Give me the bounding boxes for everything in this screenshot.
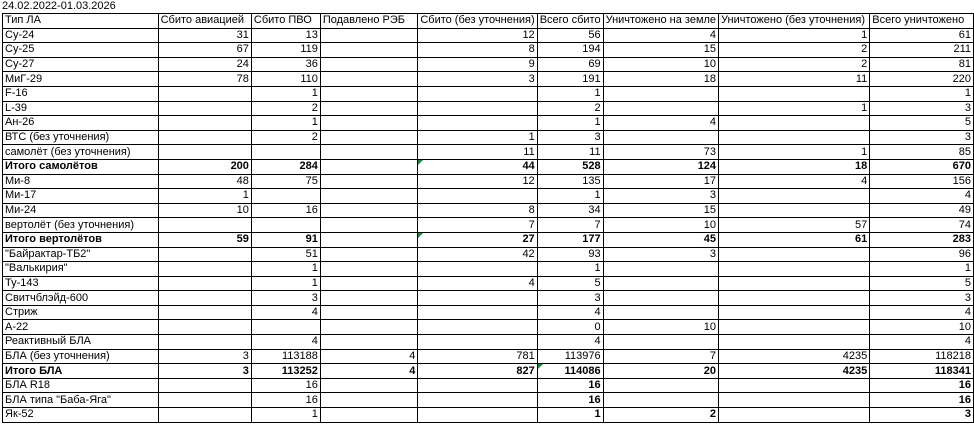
cell-total-shot: 1	[537, 408, 603, 423]
row-label: Ан-26	[3, 116, 159, 131]
table-row	[3, 378, 974, 393]
cell-shot-unspecified: 1	[418, 130, 537, 145]
cell-total-shot: 2	[537, 101, 603, 116]
cell-destroyed-on-ground	[603, 276, 718, 291]
cell-shot-by-air-defense: 1	[251, 408, 320, 423]
cell-shot-by-aviation	[158, 393, 251, 408]
cell-shot-unspecified: 44	[418, 159, 537, 174]
row-label: Ми-24	[3, 203, 159, 218]
cell-shot-by-aviation: 31	[158, 28, 251, 43]
cell-total-destroyed: 74	[870, 218, 974, 233]
cell-destroyed-unspecified	[719, 320, 870, 335]
cell-shot-by-air-defense: 4	[251, 305, 320, 320]
cell-shot-by-air-defense: 1	[251, 116, 320, 131]
cell-shot-by-air-defense: 119	[251, 43, 320, 58]
table-row	[3, 291, 974, 306]
cell-shot-by-aviation: 3	[158, 364, 251, 379]
cell-shot-unspecified: 7	[418, 218, 537, 233]
cell-ew-suppressed	[320, 101, 417, 116]
cell-total-destroyed: 5	[870, 116, 974, 131]
cell-shot-by-air-defense: 16	[251, 393, 320, 408]
cell-total-shot: 1	[537, 86, 603, 101]
cell-total-shot: 0	[537, 320, 603, 335]
cell-destroyed-on-ground: 10	[603, 320, 718, 335]
cell-total-shot: 3	[537, 291, 603, 306]
cell-ew-suppressed	[320, 86, 417, 101]
cell-destroyed-unspecified: 2	[719, 43, 870, 58]
cell-shot-by-air-defense: 16	[251, 378, 320, 393]
cell-ew-suppressed	[320, 378, 417, 393]
cell-shot-by-air-defense: 51	[251, 247, 320, 262]
cell-shot-unspecified: 4	[418, 276, 537, 291]
cell-destroyed-on-ground: 20	[603, 364, 718, 379]
cell-shot-unspecified: 12	[418, 28, 537, 43]
cell-shot-unspecified	[418, 408, 537, 423]
cell-shot-by-air-defense: 36	[251, 57, 320, 72]
cell-total-shot: 69	[537, 57, 603, 72]
cell-shot-unspecified	[418, 86, 537, 101]
cell-total-destroyed: 5	[870, 276, 974, 291]
cell-total-destroyed: 3	[870, 291, 974, 306]
cell-shot-by-aviation: 10	[158, 203, 251, 218]
cell-destroyed-on-ground: 45	[603, 232, 718, 247]
row-label: Як-52	[3, 408, 159, 423]
cell-ew-suppressed	[320, 174, 417, 189]
cell-ew-suppressed	[320, 247, 417, 262]
cell-total-destroyed: 16	[870, 378, 974, 393]
column-header-destroyed-on-ground: Уничтожено на земле	[603, 14, 718, 29]
cell-total-destroyed: 220	[870, 72, 974, 87]
cell-total-destroyed: 670	[870, 159, 974, 174]
cell-total-destroyed: 81	[870, 57, 974, 72]
column-header-ew-suppressed: Подавлено РЭБ	[320, 14, 417, 29]
cell-destroyed-unspecified: 4	[719, 174, 870, 189]
cell-shot-by-aviation	[158, 378, 251, 393]
date-range-caption: 24.02.2022-01.03.2026	[2, 0, 116, 12]
table-row	[3, 349, 974, 364]
cell-shot-by-air-defense: 1	[251, 262, 320, 277]
cell-destroyed-unspecified: 1	[719, 145, 870, 160]
cell-shot-unspecified	[418, 393, 537, 408]
cell-destroyed-unspecified: 1	[719, 101, 870, 116]
cell-ew-suppressed	[320, 305, 417, 320]
cell-ew-suppressed	[320, 232, 417, 247]
cell-total-shot: 135	[537, 174, 603, 189]
cell-total-shot: 1	[537, 189, 603, 204]
cell-destroyed-unspecified	[719, 130, 870, 145]
cell-shot-unspecified	[418, 378, 537, 393]
cell-destroyed-unspecified: 4235	[719, 364, 870, 379]
cell-destroyed-unspecified	[719, 247, 870, 262]
cell-shot-by-air-defense: 110	[251, 72, 320, 87]
cell-ew-suppressed	[320, 57, 417, 72]
cell-destroyed-on-ground	[603, 291, 718, 306]
cell-destroyed-unspecified: 18	[719, 159, 870, 174]
cell-destroyed-on-ground: 15	[603, 43, 718, 58]
cell-shot-by-air-defense: 113252	[251, 364, 320, 379]
cell-total-destroyed: 3	[870, 101, 974, 116]
cell-ew-suppressed	[320, 145, 417, 160]
cell-ew-suppressed	[320, 116, 417, 131]
cell-ew-suppressed: 4	[320, 364, 417, 379]
row-label: Итого самолётов	[3, 159, 159, 174]
cell-destroyed-unspecified	[719, 291, 870, 306]
cell-destroyed-unspecified	[719, 276, 870, 291]
cell-shot-by-aviation	[158, 291, 251, 306]
cell-ew-suppressed	[320, 320, 417, 335]
total-row	[3, 159, 974, 174]
row-label: Реактивный БЛА	[3, 335, 159, 350]
cell-shot-by-air-defense: 91	[251, 232, 320, 247]
cell-total-shot: 3	[537, 130, 603, 145]
cell-total-destroyed: 4	[870, 335, 974, 350]
row-label: Ту-143	[3, 276, 159, 291]
cell-destroyed-on-ground	[603, 305, 718, 320]
cell-shot-unspecified: 11	[418, 145, 537, 160]
table-row	[3, 145, 974, 160]
cell-total-shot: 191	[537, 72, 603, 87]
column-header-type: Тип ЛА	[3, 14, 159, 29]
cell-shot-by-air-defense: 13	[251, 28, 320, 43]
row-label: МиГ-29	[3, 72, 159, 87]
cell-total-destroyed: 49	[870, 203, 974, 218]
cell-destroyed-unspecified: 57	[719, 218, 870, 233]
row-label: вертолёт (без уточнения)	[3, 218, 159, 233]
row-label: "Валькирия"	[3, 262, 159, 277]
column-header-shot-unspecified: Сбито (без уточнения)	[418, 14, 537, 29]
cell-total-destroyed: 118218	[870, 349, 974, 364]
cell-total-destroyed: 211	[870, 43, 974, 58]
cell-ew-suppressed	[320, 408, 417, 423]
cell-shot-unspecified: 42	[418, 247, 537, 262]
row-label: ВТС (без уточнения)	[3, 130, 159, 145]
cell-destroyed-on-ground: 10	[603, 57, 718, 72]
table-row	[3, 101, 974, 116]
cell-shot-by-aviation: 67	[158, 43, 251, 58]
cell-shot-by-aviation: 48	[158, 174, 251, 189]
cell-destroyed-unspecified	[719, 116, 870, 131]
cell-shot-by-air-defense: 4	[251, 335, 320, 350]
cell-destroyed-on-ground: 15	[603, 203, 718, 218]
cell-shot-by-aviation: 200	[158, 159, 251, 174]
cell-shot-by-aviation: 1	[158, 189, 251, 204]
cell-shot-by-air-defense	[251, 189, 320, 204]
cell-shot-by-air-defense: 16	[251, 203, 320, 218]
losses-table	[2, 13, 974, 423]
cell-total-destroyed: 10	[870, 320, 974, 335]
cell-shot-by-aviation	[158, 116, 251, 131]
row-label: Итого вертолётов	[3, 232, 159, 247]
cell-shot-unspecified	[418, 262, 537, 277]
cell-shot-by-aviation: 59	[158, 232, 251, 247]
cell-destroyed-on-ground: 7	[603, 349, 718, 364]
cell-shot-by-aviation	[158, 247, 251, 262]
cell-shot-by-aviation	[158, 130, 251, 145]
column-header-destroyed-unspecified: Уничтожено (без уточнения)	[719, 14, 870, 29]
table-row	[3, 130, 974, 145]
total-row	[3, 232, 974, 247]
row-label: L-39	[3, 101, 159, 116]
cell-destroyed-on-ground: 73	[603, 145, 718, 160]
cell-shot-by-air-defense: 284	[251, 159, 320, 174]
header-row	[3, 14, 974, 29]
cell-shot-by-air-defense: 2	[251, 101, 320, 116]
cell-total-shot: 177	[537, 232, 603, 247]
cell-shot-by-air-defense: 1	[251, 86, 320, 101]
cell-shot-unspecified	[418, 305, 537, 320]
row-label: Свитчблэйд-600	[3, 291, 159, 306]
cell-ew-suppressed	[320, 159, 417, 174]
cell-shot-by-aviation	[158, 335, 251, 350]
cell-ew-suppressed	[320, 130, 417, 145]
cell-destroyed-on-ground	[603, 101, 718, 116]
cell-destroyed-on-ground	[603, 335, 718, 350]
cell-shot-unspecified	[418, 101, 537, 116]
cell-ew-suppressed	[320, 43, 417, 58]
table-row	[3, 408, 974, 423]
cell-destroyed-unspecified: 61	[719, 232, 870, 247]
cell-shot-by-aviation	[158, 262, 251, 277]
cell-total-shot: 528	[537, 159, 603, 174]
cell-total-destroyed: 283	[870, 232, 974, 247]
cell-total-shot: 5	[537, 276, 603, 291]
cell-shot-by-air-defense	[251, 145, 320, 160]
cell-total-shot: 1	[537, 116, 603, 131]
cell-ew-suppressed	[320, 335, 417, 350]
table-row	[3, 335, 974, 350]
cell-destroyed-on-ground: 3	[603, 189, 718, 204]
cell-shot-unspecified: 12	[418, 174, 537, 189]
column-header-shot-by-air-defense: Сбито ПВО	[251, 14, 320, 29]
cell-shot-unspecified	[418, 291, 537, 306]
cell-total-shot: 93	[537, 247, 603, 262]
column-header-total-destroyed: Всего уничтожено	[870, 14, 974, 29]
cell-ew-suppressed	[320, 28, 417, 43]
cell-total-destroyed: 1	[870, 86, 974, 101]
cell-destroyed-unspecified	[719, 335, 870, 350]
cell-total-shot: 113976	[537, 349, 603, 364]
cell-shot-unspecified	[418, 189, 537, 204]
cell-destroyed-unspecified: 1	[719, 28, 870, 43]
cell-shot-by-air-defense	[251, 320, 320, 335]
cell-shot-by-aviation	[158, 408, 251, 423]
cell-shot-by-aviation	[158, 305, 251, 320]
cell-total-shot: 194	[537, 43, 603, 58]
cell-total-destroyed: 16	[870, 393, 974, 408]
cell-destroyed-unspecified	[719, 305, 870, 320]
cell-shot-by-air-defense: 1	[251, 276, 320, 291]
table-row	[3, 305, 974, 320]
cell-destroyed-unspecified: 2	[719, 57, 870, 72]
cell-total-destroyed: 156	[870, 174, 974, 189]
cell-destroyed-on-ground: 4	[603, 28, 718, 43]
row-label: Су-25	[3, 43, 159, 58]
cell-destroyed-unspecified	[719, 408, 870, 423]
cell-shot-unspecified: 8	[418, 203, 537, 218]
table-row	[3, 174, 974, 189]
cell-ew-suppressed	[320, 218, 417, 233]
table-row	[3, 393, 974, 408]
cell-total-shot: 4	[537, 305, 603, 320]
cell-shot-by-aviation	[158, 276, 251, 291]
cell-total-destroyed: 61	[870, 28, 974, 43]
column-header-total-shot: Всего сбито	[537, 14, 603, 29]
cell-shot-by-air-defense: 75	[251, 174, 320, 189]
cell-ew-suppressed	[320, 291, 417, 306]
row-label: F-16	[3, 86, 159, 101]
cell-ew-suppressed	[320, 72, 417, 87]
cell-destroyed-on-ground	[603, 130, 718, 145]
cell-shot-unspecified: 827	[418, 364, 537, 379]
table-row	[3, 72, 974, 87]
row-label: Ми-8	[3, 174, 159, 189]
cell-total-destroyed: 1	[870, 262, 974, 277]
cell-shot-by-air-defense: 3	[251, 291, 320, 306]
row-label: А-22	[3, 320, 159, 335]
cell-total-shot: 16	[537, 378, 603, 393]
cell-total-destroyed: 4	[870, 305, 974, 320]
cell-total-destroyed: 3	[870, 408, 974, 423]
cell-shot-by-aviation	[158, 101, 251, 116]
cell-destroyed-unspecified	[719, 86, 870, 101]
cell-destroyed-unspecified: 4235	[719, 349, 870, 364]
cell-destroyed-unspecified	[719, 203, 870, 218]
table-row	[3, 203, 974, 218]
cell-destroyed-unspecified	[719, 262, 870, 277]
table-row	[3, 43, 974, 58]
cell-shot-by-aviation	[158, 86, 251, 101]
cell-shot-by-air-defense: 113188	[251, 349, 320, 364]
table-row	[3, 218, 974, 233]
cell-total-destroyed: 4	[870, 189, 974, 204]
table-row	[3, 189, 974, 204]
row-label: Су-27	[3, 57, 159, 72]
cell-total-destroyed: 85	[870, 145, 974, 160]
cell-shot-by-aviation: 78	[158, 72, 251, 87]
row-label: самолёт (без уточнения)	[3, 145, 159, 160]
cell-ew-suppressed	[320, 393, 417, 408]
row-label: Ми-17	[3, 189, 159, 204]
cell-ew-suppressed	[320, 276, 417, 291]
cell-destroyed-on-ground: 10	[603, 218, 718, 233]
cell-total-destroyed: 96	[870, 247, 974, 262]
cell-ew-suppressed	[320, 189, 417, 204]
cell-destroyed-unspecified	[719, 189, 870, 204]
cell-shot-by-aviation: 24	[158, 57, 251, 72]
table-row	[3, 28, 974, 43]
cell-total-destroyed: 3	[870, 130, 974, 145]
cell-shot-by-aviation	[158, 218, 251, 233]
row-label: БЛА R18	[3, 378, 159, 393]
cell-total-shot: 34	[537, 203, 603, 218]
cell-destroyed-unspecified	[719, 393, 870, 408]
total-row	[3, 364, 974, 379]
cell-destroyed-on-ground: 4	[603, 116, 718, 131]
cell-destroyed-on-ground: 17	[603, 174, 718, 189]
cell-destroyed-on-ground	[603, 86, 718, 101]
cell-shot-unspecified: 27	[418, 232, 537, 247]
cell-destroyed-on-ground: 18	[603, 72, 718, 87]
table-row	[3, 116, 974, 131]
cell-shot-unspecified: 3	[418, 72, 537, 87]
cell-shot-by-air-defense	[251, 218, 320, 233]
table-row	[3, 86, 974, 101]
cell-destroyed-on-ground: 124	[603, 159, 718, 174]
cell-total-shot: 7	[537, 218, 603, 233]
cell-destroyed-on-ground	[603, 378, 718, 393]
cell-ew-suppressed: 4	[320, 349, 417, 364]
row-label: БЛА типа "Баба-Яга"	[3, 393, 159, 408]
cell-shot-by-aviation	[158, 320, 251, 335]
cell-total-shot: 11	[537, 145, 603, 160]
row-label: БЛА (без уточнения)	[3, 349, 159, 364]
cell-destroyed-on-ground: 2	[603, 408, 718, 423]
row-label: "Байрактар-ТБ2"	[3, 247, 159, 262]
row-label: Стриж	[3, 305, 159, 320]
cell-destroyed-unspecified: 11	[719, 72, 870, 87]
cell-shot-unspecified: 781	[418, 349, 537, 364]
table-row	[3, 320, 974, 335]
cell-ew-suppressed	[320, 203, 417, 218]
row-label: Итого БЛА	[3, 364, 159, 379]
row-label: Су-24	[3, 28, 159, 43]
cell-shot-unspecified: 8	[418, 43, 537, 58]
cell-shot-unspecified	[418, 116, 537, 131]
table-row	[3, 247, 974, 262]
cell-shot-unspecified	[418, 335, 537, 350]
table-row	[3, 57, 974, 72]
cell-ew-suppressed	[320, 262, 417, 277]
cell-total-destroyed: 118341	[870, 364, 974, 379]
cell-shot-unspecified: 9	[418, 57, 537, 72]
column-header-shot-by-aviation: Сбито авиацией	[158, 14, 251, 29]
cell-total-shot: 4	[537, 335, 603, 350]
table-row	[3, 262, 974, 277]
cell-shot-by-air-defense: 2	[251, 130, 320, 145]
cell-destroyed-on-ground	[603, 262, 718, 277]
cell-total-shot: 1	[537, 262, 603, 277]
cell-shot-by-aviation: 3	[158, 349, 251, 364]
cell-total-shot: 16	[537, 393, 603, 408]
cell-destroyed-unspecified	[719, 378, 870, 393]
cell-total-shot: 114086	[537, 364, 603, 379]
cell-total-shot: 56	[537, 28, 603, 43]
table-row	[3, 276, 974, 291]
cell-destroyed-on-ground	[603, 393, 718, 408]
cell-shot-by-aviation	[158, 145, 251, 160]
cell-shot-unspecified	[418, 320, 537, 335]
cell-destroyed-on-ground: 3	[603, 247, 718, 262]
